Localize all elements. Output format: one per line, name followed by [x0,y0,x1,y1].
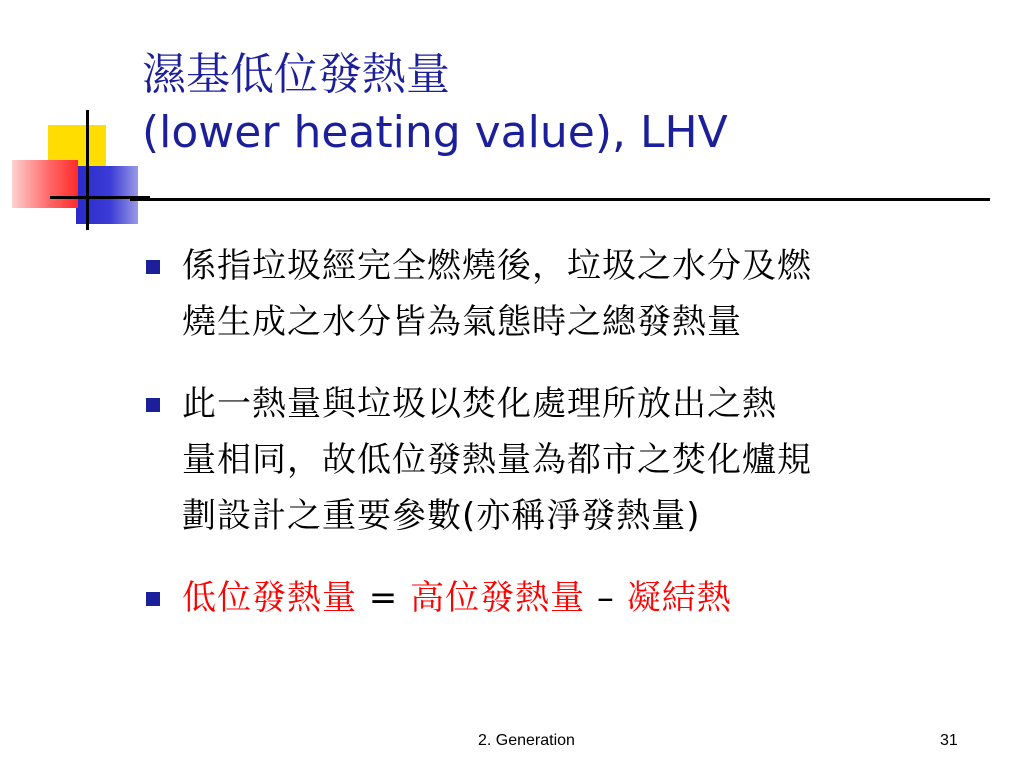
bullet-item-definition [140,238,1010,350]
bullet-item-formula [140,570,1010,626]
title-line-english: (lower heating value), LHV [142,107,728,158]
decorative-logo [0,0,150,240]
formula-operator-minus: – [585,578,627,618]
square-bullet-icon [146,260,160,274]
vertical-line-shape [86,110,89,230]
square-bullet-icon [146,398,160,412]
bullet-text-line: 量相同，故低位發熱量為都市之焚化爐規 [182,440,812,480]
footer-section-label: 2. Generation [478,732,575,749]
title-line-chinese: 濕基低位發熱量 [142,49,450,100]
slide-title [142,46,1002,162]
bullet-text-line: 劃設計之重要參數(亦稱淨發熱量) [182,496,701,536]
bullet-text-line: 此一熱量與垃圾以焚化處理所放出之熱 [182,384,777,424]
red-square-shape [12,160,78,208]
bullet-text-line: 燒生成之水分皆為氣態時之總發熱量 [182,302,742,342]
formula-operator-equals: = [357,578,411,618]
formula-line [182,570,1010,626]
title-divider [130,198,990,201]
bullet-list [140,238,1010,652]
formula-term-lhv: 低位發熱量 [182,578,357,618]
formula-term-condensation-heat: 凝結熱 [626,578,732,618]
formula-term-hhv: 高位發熱量 [410,578,586,618]
page-number: 31 [940,732,958,749]
bullet-text-line: 係指垃圾經完全燃燒後，垃圾之水分及燃 [182,246,812,286]
square-bullet-icon [146,592,160,606]
bullet-item-significance [140,376,1010,544]
